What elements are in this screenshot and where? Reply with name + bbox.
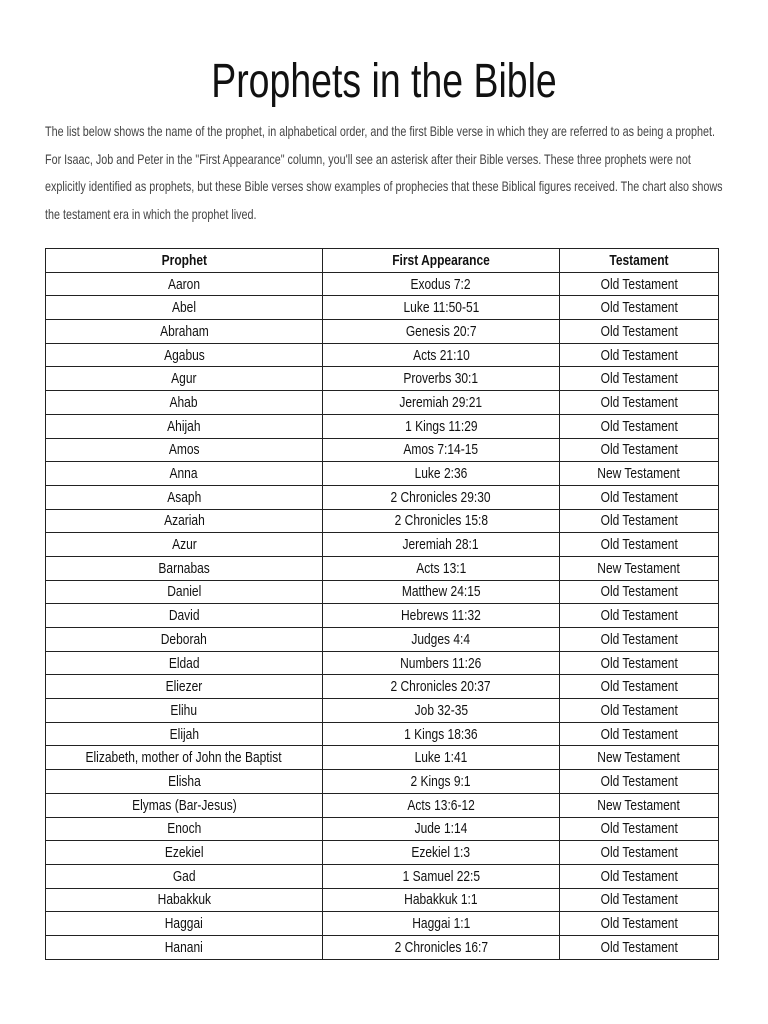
table-row (46, 485, 719, 509)
cell-text: 2 Chronicles 20:37 (390, 678, 492, 696)
cell-prophet (46, 864, 323, 888)
table-row (46, 296, 719, 320)
cell-testament (560, 935, 719, 959)
column-header-label: Testament (609, 251, 669, 269)
cell-text: 2 Chronicles 16:7 (394, 938, 488, 956)
table-row (46, 438, 719, 462)
cell-first-appearance (323, 556, 560, 580)
cell-text: Elisha (167, 772, 201, 790)
table-row (46, 935, 719, 959)
cell-text: Old Testament (600, 938, 678, 956)
cell-text: Daniel (166, 583, 202, 601)
cell-testament (560, 604, 719, 628)
table-row (46, 628, 719, 652)
cell-text: Agur (171, 370, 197, 388)
cell-first-appearance (323, 793, 560, 817)
cell-first-appearance (323, 509, 560, 533)
table-row (46, 770, 719, 794)
table-body (46, 272, 719, 959)
table-row (46, 367, 719, 391)
cell-text: Old Testament (600, 820, 678, 838)
cell-text: Old Testament (600, 488, 678, 506)
cell-prophet (46, 699, 323, 723)
cell-prophet (46, 438, 323, 462)
cell-text: Anna (169, 465, 199, 483)
cell-first-appearance (323, 391, 560, 415)
cell-text: Old Testament (600, 891, 678, 909)
cell-testament (560, 864, 719, 888)
cell-testament (560, 343, 719, 367)
cell-first-appearance (323, 533, 560, 557)
cell-text: David (168, 607, 200, 625)
cell-text: 1 Kings 18:36 (404, 725, 478, 743)
cell-first-appearance (323, 272, 560, 296)
cell-text: Old Testament (600, 275, 678, 293)
cell-prophet (46, 912, 323, 936)
cell-text: Abraham (159, 322, 209, 340)
cell-prophet (46, 367, 323, 391)
table-row (46, 699, 719, 723)
cell-text: 1 Kings 11:29 (404, 417, 478, 435)
table-row (46, 580, 719, 604)
cell-text: Old Testament (600, 915, 678, 933)
cell-first-appearance (323, 438, 560, 462)
cell-text: 2 Chronicles 15:8 (394, 512, 488, 530)
cell-first-appearance (323, 628, 560, 652)
cell-first-appearance (323, 841, 560, 865)
cell-text: Luke 11:50-51 (403, 299, 479, 317)
cell-text: Elihu (170, 701, 198, 719)
cell-text: Old Testament (600, 772, 678, 790)
cell-text: Azur (171, 536, 197, 554)
cell-testament (560, 462, 719, 486)
cell-text: Enoch (166, 820, 202, 838)
cell-text: Ezekiel 1:3 (411, 844, 471, 862)
cell-first-appearance (323, 296, 560, 320)
cell-text: Elizabeth, mother of John the Baptist (85, 749, 283, 767)
cell-prophet (46, 391, 323, 415)
cell-prophet (46, 628, 323, 652)
table-row (46, 556, 719, 580)
table-row (46, 320, 719, 344)
table-row (46, 343, 719, 367)
table-row (46, 888, 719, 912)
cell-first-appearance (323, 604, 560, 628)
cell-prophet (46, 580, 323, 604)
cell-text: Aaron (167, 275, 201, 293)
cell-testament (560, 817, 719, 841)
cell-first-appearance (323, 462, 560, 486)
cell-prophet (46, 414, 323, 438)
column-header-label: First Appearance (392, 251, 490, 269)
cell-testament (560, 793, 719, 817)
cell-text: Numbers 11:26 (400, 654, 482, 672)
cell-testament (560, 912, 719, 936)
cell-first-appearance (323, 912, 560, 936)
cell-first-appearance (323, 367, 560, 391)
table-row (46, 817, 719, 841)
table-row (46, 841, 719, 865)
cell-text: Exodus 7:2 (410, 275, 472, 293)
cell-text: Old Testament (600, 536, 678, 554)
cell-prophet (46, 509, 323, 533)
cell-testament (560, 628, 719, 652)
cell-text: Old Testament (600, 607, 678, 625)
cell-text: New Testament (597, 559, 681, 577)
cell-text: Ahijah (167, 417, 201, 435)
cell-text: Old Testament (600, 346, 678, 364)
cell-text: Amos (168, 441, 200, 459)
cell-first-appearance (323, 343, 560, 367)
table-row (46, 675, 719, 699)
prophets-table (45, 248, 719, 960)
cell-testament (560, 699, 719, 723)
cell-prophet (46, 770, 323, 794)
cell-prophet (46, 817, 323, 841)
cell-testament (560, 391, 719, 415)
cell-text: Old Testament (600, 370, 678, 388)
cell-testament (560, 888, 719, 912)
cell-first-appearance (323, 485, 560, 509)
cell-text: New Testament (597, 465, 681, 483)
cell-prophet (46, 722, 323, 746)
cell-text: Luke 2:36 (414, 465, 468, 483)
cell-testament (560, 651, 719, 675)
cell-text: Old Testament (600, 725, 678, 743)
cell-first-appearance (323, 722, 560, 746)
cell-text: Jeremiah 28:1 (402, 536, 480, 554)
cell-text: Genesis 20:7 (405, 322, 477, 340)
cell-prophet (46, 651, 323, 675)
cell-text: Old Testament (600, 512, 678, 530)
cell-prophet (46, 533, 323, 557)
cell-text: Elijah (169, 725, 199, 743)
cell-prophet (46, 604, 323, 628)
cell-testament (560, 509, 719, 533)
column-header-first-appearance (323, 249, 560, 273)
cell-prophet (46, 746, 323, 770)
cell-prophet (46, 675, 323, 699)
column-header-testament (560, 249, 719, 273)
cell-text: Elymas (Bar-Jesus) (131, 796, 237, 814)
table-row (46, 651, 719, 675)
table-row (46, 864, 719, 888)
cell-testament (560, 320, 719, 344)
table-row (46, 414, 719, 438)
cell-testament (560, 296, 719, 320)
cell-text: Amos 7:14-15 (403, 441, 479, 459)
cell-text: Asaph (166, 488, 202, 506)
cell-prophet (46, 888, 323, 912)
table-row (46, 722, 719, 746)
cell-prophet (46, 343, 323, 367)
table-row (46, 793, 719, 817)
cell-prophet (46, 272, 323, 296)
cell-first-appearance (323, 888, 560, 912)
table-row (46, 746, 719, 770)
cell-prophet (46, 556, 323, 580)
cell-text: Old Testament (600, 417, 678, 435)
cell-text: Ahab (169, 393, 199, 411)
cell-testament (560, 272, 719, 296)
table-row (46, 533, 719, 557)
cell-text: Hanani (164, 938, 204, 956)
cell-text: Luke 1:41 (414, 749, 468, 767)
cell-text: Agabus (163, 346, 205, 364)
cell-text: Haggai 1:1 (411, 915, 471, 933)
cell-text: Old Testament (600, 678, 678, 696)
cell-testament (560, 580, 719, 604)
cell-text: Old Testament (600, 322, 678, 340)
cell-first-appearance (323, 675, 560, 699)
cell-testament (560, 675, 719, 699)
cell-text: Job 32-35 (414, 701, 468, 719)
cell-text: Old Testament (600, 867, 678, 885)
cell-text: Jude 1:14 (414, 820, 468, 838)
cell-text: New Testament (597, 749, 681, 767)
cell-prophet (46, 935, 323, 959)
cell-testament (560, 556, 719, 580)
cell-testament (560, 533, 719, 557)
cell-text: Abel (171, 299, 197, 317)
cell-prophet (46, 462, 323, 486)
cell-text: Habakkuk (157, 891, 211, 909)
cell-text: Haggai (164, 915, 204, 933)
cell-text: Deborah (160, 630, 208, 648)
cell-text: Jeremiah 29:21 (399, 393, 483, 411)
cell-first-appearance (323, 651, 560, 675)
table-row (46, 462, 719, 486)
table-row (46, 391, 719, 415)
table-row (46, 912, 719, 936)
cell-text: Barnabas (158, 559, 210, 577)
cell-prophet (46, 841, 323, 865)
cell-text: Judges 4:4 (411, 630, 471, 648)
cell-text: Azariah (163, 512, 205, 530)
cell-text: Eliezer (165, 678, 203, 696)
cell-testament (560, 485, 719, 509)
cell-prophet (46, 485, 323, 509)
cell-first-appearance (323, 414, 560, 438)
cell-text: 2 Kings 9:1 (410, 772, 472, 790)
cell-text: Acts 13:6-12 (407, 796, 475, 814)
cell-text: Old Testament (600, 299, 678, 317)
column-header-label: Prophet (161, 251, 207, 269)
cell-text: Acts 21:10 (412, 346, 470, 364)
cell-text: Old Testament (600, 441, 678, 459)
cell-text: Habakkuk 1:1 (404, 891, 478, 909)
cell-prophet (46, 793, 323, 817)
cell-first-appearance (323, 580, 560, 604)
table-row (46, 604, 719, 628)
cell-first-appearance (323, 817, 560, 841)
cell-text: New Testament (597, 796, 681, 814)
page-title: Prophets in the Bible (211, 55, 557, 108)
cell-testament (560, 722, 719, 746)
cell-first-appearance (323, 770, 560, 794)
cell-text: Old Testament (600, 844, 678, 862)
cell-testament (560, 770, 719, 794)
table-row (46, 272, 719, 296)
cell-text: 1 Samuel 22:5 (402, 867, 480, 885)
intro-paragraph: The list below shows the name of the prophet, in alphabetical order, and the first Bible verse in which they are referred to as being a prophet. For Isaac, Job and Peter in the "First Appearance" column, you'll see an asterisk after their Bible verses. These three prophets were not explicitly identified as prophets, but these Bible verses show examples of prophecies that these Biblical figures received. The chart also shows the testament era in which the prophet lived. (45, 123, 723, 222)
cell-testament (560, 438, 719, 462)
cell-text: Old Testament (600, 654, 678, 672)
cell-text: Proverbs 30:1 (403, 370, 479, 388)
table-row (46, 509, 719, 533)
cell-text: Ezekiel (164, 844, 204, 862)
cell-first-appearance (323, 699, 560, 723)
cell-testament (560, 746, 719, 770)
cell-text: Hebrews 11:32 (401, 607, 481, 625)
cell-prophet (46, 320, 323, 344)
cell-text: Old Testament (600, 630, 678, 648)
cell-text: Acts 13:1 (415, 559, 467, 577)
cell-text: Old Testament (600, 393, 678, 411)
cell-text: 2 Chronicles 29:30 (390, 488, 492, 506)
cell-testament (560, 841, 719, 865)
cell-prophet (46, 296, 323, 320)
cell-first-appearance (323, 320, 560, 344)
cell-testament (560, 414, 719, 438)
cell-first-appearance (323, 935, 560, 959)
cell-text: Matthew 24:15 (401, 583, 481, 601)
cell-first-appearance (323, 746, 560, 770)
cell-text: Old Testament (600, 701, 678, 719)
column-header-prophet (46, 249, 323, 273)
cell-testament (560, 367, 719, 391)
cell-first-appearance (323, 864, 560, 888)
table-header-row (46, 249, 719, 273)
cell-text: Old Testament (600, 583, 678, 601)
cell-text: Gad (172, 867, 196, 885)
cell-text: Eldad (168, 654, 200, 672)
